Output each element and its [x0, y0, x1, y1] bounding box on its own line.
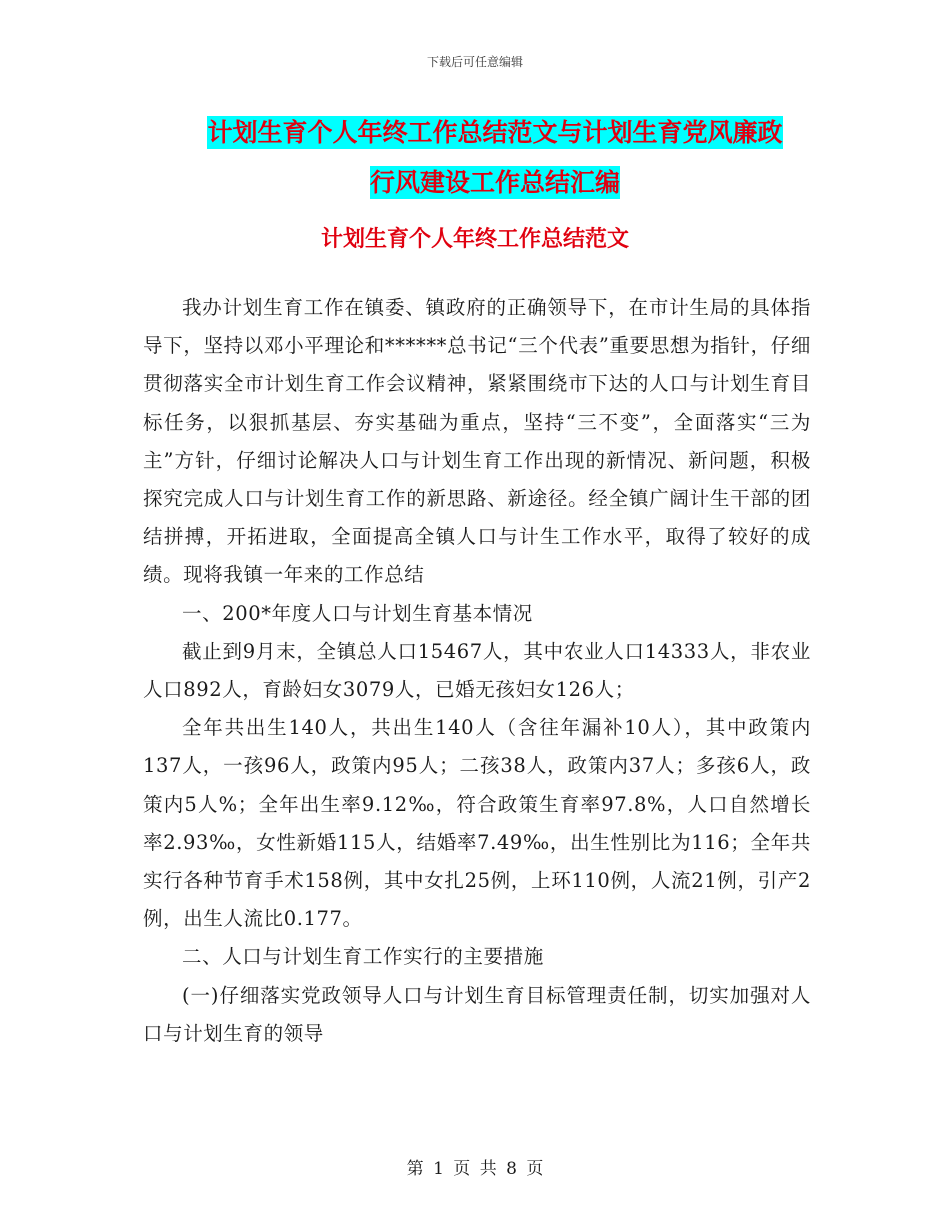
page-footer: 第 1 页 共 8 页 [406, 1159, 544, 1179]
paragraph-population: 截止到9月末，全镇总人口15467人，其中农业人口14333人，非农业人口892人，育龄妇女3079人，已婚无孩妇女126人； [143, 639, 811, 702]
paragraph-intro: 我办计划生育工作在镇委、镇政府的正确领导下，在市计生局的具体指导下，坚持以邓小平理论和******总书记“三个代表”重要思想为指针，仔细贯彻落实全市计划生育工作会议精神，紧紧围绕市下达的人口与计划生育目标任务，以狠抓基层、夯实基础为重点，坚持“三不变”，全面落实“三为主”方针，仔细讨论解决人口与计划生育工作出现的新情况、新问题，积极探究完成人口与计划生育工作的新思路、新途径。经全镇广阔计生干部的团结拼搏，开拓进取，全面提高全镇人口与计生工作水平，取得了较好的成绩。现将我镇一年来的工作总结 [143, 296, 811, 587]
document-title-line-2: 行风建设工作总结汇编 [369, 168, 620, 197]
document-title [150, 108, 840, 208]
subheading-measure-one: (一)仔细落实党政领导人口与计划生育目标管理责任制，切实加强对人口与计划生育的领导 [143, 983, 811, 1045]
paragraph-births: 全年共出生140人，共出生140人（含往年漏补10人），其中政策内137人，一孩96人，政策内95人；二孩38人，政策内37人；多孩6人，政策内5人%；全年出生率9.12‰，符合政策生育率97.8%，人口自然增长率2.93‰，女性新婚115人，结婚率7.49‰，出生性别比为116；全年共实行各种节育手术158例，其中女扎25例，上环110例，人流21例，引产2例，出生人流比0.177。 [143, 716, 811, 931]
heading-part-one: 一、200*年度人口与计划生育基本情况 [182, 601, 533, 625]
section-title: 计划生育个人年终工作总结范文 [320, 227, 629, 252]
document-title-line-1: 计划生育个人年终工作总结范文与计划生育党风廉政 [207, 118, 783, 147]
document-body [143, 289, 811, 1053]
heading-part-two: 二、人口与计划生育工作实行的主要措施 [182, 945, 544, 969]
header-note: 下载后可任意编辑 [426, 55, 523, 69]
